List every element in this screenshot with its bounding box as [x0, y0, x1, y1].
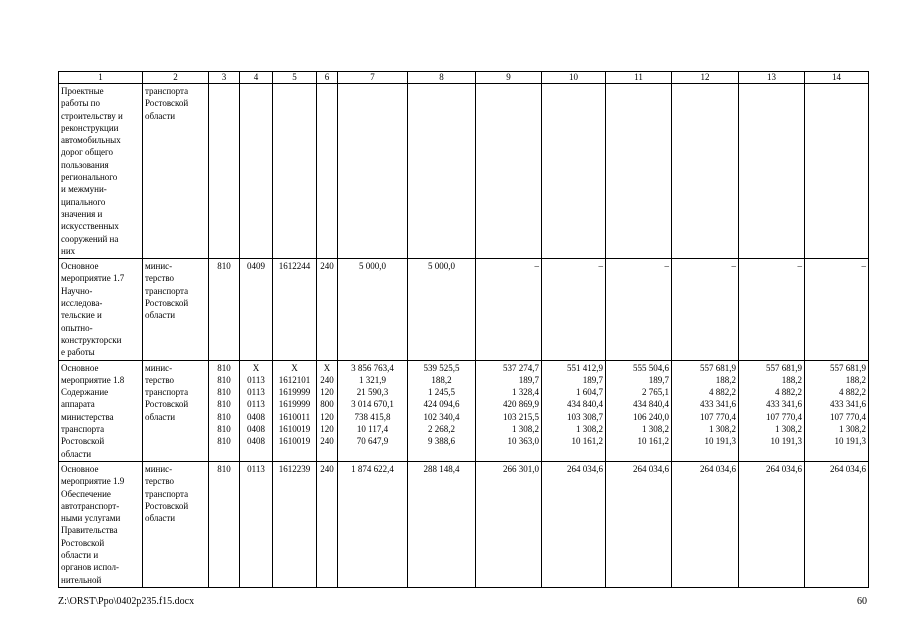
cell-line: 10 191,3 — [834, 436, 866, 447]
cell-line: ципального — [61, 196, 106, 207]
section-code-cell — [240, 84, 273, 259]
target-article-cell — [273, 259, 317, 360]
cell-line: Правительства — [61, 525, 118, 536]
header-cell: 4 — [240, 72, 273, 84]
cell-line: 264 034,6 — [567, 463, 603, 474]
cell-line: реконструкции — [61, 122, 119, 133]
header-cell: 5 — [273, 72, 317, 84]
cell-line: 1 308,2 — [775, 424, 802, 435]
cell-line: – — [731, 261, 736, 272]
year-amount-cell — [408, 84, 476, 259]
cell-line: 1619999 — [278, 399, 311, 410]
cell-line: 5 000,0 — [428, 261, 455, 272]
year-amount-cell — [672, 84, 739, 259]
header-cell: 8 — [408, 72, 476, 84]
cell-line: 120 — [320, 387, 334, 398]
cell-line: – — [598, 261, 603, 272]
cell-line: 188,2 — [845, 374, 866, 385]
cell-line: 5 000,0 — [359, 261, 386, 272]
cell-line: Содержание — [61, 387, 109, 398]
year-amount-cell — [542, 360, 606, 461]
activity-name-cell — [59, 360, 143, 461]
cell-line: 288 148,4 — [423, 463, 460, 474]
target-article-cell — [273, 360, 317, 461]
cell-line: ными услугами — [61, 513, 121, 524]
cell-line: 420 869,9 — [503, 399, 539, 410]
cell-line: 103 215,5 — [503, 411, 539, 422]
cell-line: области — [145, 411, 176, 422]
cell-line: 264 034,6 — [700, 463, 736, 474]
page-number: 60 — [857, 596, 867, 607]
year-amount-cell — [542, 259, 606, 360]
cell-line: 537 274,7 — [503, 362, 539, 373]
header-cell: 13 — [739, 72, 805, 84]
cell-line: 2 765,1 — [642, 387, 669, 398]
total-amount-cell — [338, 259, 408, 360]
cell-line: 10 117,4 — [356, 424, 389, 435]
cell-line: мероприятие 1.9 — [61, 476, 125, 487]
cell-line: минис- — [145, 362, 173, 373]
cell-line: 557 681,9 — [830, 362, 866, 373]
grbs-code-cell — [209, 84, 240, 259]
year-amount-cell — [408, 360, 476, 461]
cell-line: минис- — [145, 261, 173, 272]
cell-line: 810 — [217, 362, 231, 373]
header-cell: 6 — [317, 72, 338, 84]
cell-line: 3 014 670,1 — [351, 399, 394, 410]
table-body — [59, 84, 869, 588]
cell-line: 557 681,9 — [766, 362, 802, 373]
cell-line: дорог общего — [61, 147, 113, 158]
cell-line: 551 412,9 — [567, 362, 603, 373]
cell-line: Ростовской — [61, 537, 105, 548]
year-amount-cell — [805, 461, 869, 587]
cell-line: 1 308,2 — [709, 424, 736, 435]
cell-line: искусственных — [61, 221, 119, 232]
cell-line: 188,2 — [431, 374, 452, 385]
table-row — [59, 84, 869, 259]
cell-line: 810 — [217, 387, 231, 398]
cell-line: 0113 — [247, 463, 265, 474]
cell-line: 434 840,4 — [567, 399, 603, 410]
cell-line: 810 — [217, 436, 231, 447]
total-amount-cell — [338, 360, 408, 461]
cell-line: 434 840,4 — [633, 399, 669, 410]
cell-line: 264 034,6 — [633, 463, 669, 474]
cell-line: тельские и — [61, 310, 102, 321]
table-row — [59, 360, 869, 461]
cell-line: 189,7 — [518, 374, 539, 385]
cell-line: – — [861, 261, 866, 272]
cell-line: 102 340,4 — [423, 411, 460, 422]
cell-line: 10 161,2 — [637, 436, 669, 447]
cell-line: министерства — [61, 411, 114, 422]
cell-line: 0408 — [247, 424, 265, 435]
cell-line: 120 — [320, 411, 334, 422]
table-header-row — [59, 72, 869, 84]
header-cell: 1 — [59, 72, 143, 84]
cell-line: строительству и — [61, 110, 123, 121]
section-code-cell — [240, 461, 273, 587]
year-amount-cell — [805, 259, 869, 360]
table-row — [59, 259, 869, 360]
year-amount-cell — [606, 259, 672, 360]
year-amount-cell — [606, 461, 672, 587]
cell-line: автомобильных — [61, 135, 121, 146]
cell-line: области — [145, 513, 176, 524]
cell-line: 189,7 — [582, 374, 603, 385]
cell-line: 810 — [217, 261, 231, 272]
cell-line: 557 681,9 — [700, 362, 736, 373]
year-amount-cell — [542, 461, 606, 587]
cell-line: е работы — [61, 347, 95, 358]
activity-name-cell — [59, 84, 143, 259]
cell-line: 107 770,4 — [766, 411, 802, 422]
budget-table — [58, 71, 869, 588]
year-amount-cell — [739, 461, 805, 587]
cell-line: 1 308,2 — [576, 424, 603, 435]
cell-line: 3 856 763,4 — [351, 362, 394, 373]
cell-line: мероприятие 1.7 — [61, 273, 125, 284]
grbs-code-cell — [209, 259, 240, 360]
year-amount-cell — [739, 84, 805, 259]
cell-line: 9 388,6 — [428, 436, 455, 447]
cell-line: конструкторски — [61, 334, 122, 345]
expense-type-cell — [317, 84, 338, 259]
cell-line: Основное — [61, 463, 99, 474]
cell-line: 1 874 622,4 — [351, 463, 394, 474]
year-amount-cell — [476, 84, 542, 259]
cell-line: автотранспорт- — [61, 500, 120, 511]
cell-line: терство — [145, 273, 175, 284]
cell-line: Ростовской — [145, 298, 189, 309]
cell-line: 4 882,2 — [775, 387, 802, 398]
cell-line: 1 245,5 — [428, 387, 455, 398]
cell-line: 264 034,6 — [766, 463, 802, 474]
table-row — [59, 461, 869, 587]
executor-cell — [143, 461, 209, 587]
cell-line: регионального — [61, 172, 118, 183]
cell-line: органов испол- — [61, 562, 119, 573]
cell-line: 240 — [320, 261, 334, 272]
cell-line: – — [797, 261, 802, 272]
cell-line: транспорта — [145, 285, 189, 296]
year-amount-cell — [542, 84, 606, 259]
cell-line: 266 301,0 — [503, 463, 539, 474]
cell-line: 0113 — [247, 399, 265, 410]
cell-line: транспорта — [145, 387, 189, 398]
cell-line: Научно- — [61, 285, 93, 296]
document-page — [58, 71, 869, 588]
cell-line: 0113 — [247, 387, 265, 398]
cell-line: транспорта — [145, 488, 189, 499]
cell-line: и межмуни- — [61, 184, 107, 195]
header-cell: 3 — [209, 72, 240, 84]
header-cell: 11 — [606, 72, 672, 84]
cell-line: 189,7 — [648, 374, 669, 385]
total-amount-cell — [338, 461, 408, 587]
cell-line: 1612244 — [278, 261, 311, 272]
cell-line: 10 191,3 — [704, 436, 736, 447]
cell-line: Ростовской — [145, 399, 189, 410]
cell-line: нительной — [61, 574, 102, 585]
cell-line: пользования — [61, 159, 109, 170]
year-amount-cell — [606, 360, 672, 461]
activity-name-cell — [59, 461, 143, 587]
cell-line: 188,2 — [781, 374, 802, 385]
cell-line: 433 341,6 — [830, 399, 866, 410]
cell-line: 264 034,6 — [830, 463, 866, 474]
cell-line: области — [145, 110, 176, 121]
executor-cell — [143, 259, 209, 360]
cell-line: области — [61, 448, 92, 459]
cell-line: 810 — [217, 374, 231, 385]
cell-line: Х — [252, 362, 260, 373]
header-cell: 9 — [476, 72, 542, 84]
cell-line: 1 328,4 — [512, 387, 539, 398]
cell-line: Ростовской — [145, 98, 189, 109]
cell-line: терство — [145, 476, 175, 487]
cell-line: транспорта — [61, 424, 105, 435]
cell-line: Обеспечение — [61, 488, 111, 499]
cell-line: 433 341,6 — [766, 399, 802, 410]
cell-line: 240 — [320, 374, 334, 385]
year-amount-cell — [408, 461, 476, 587]
cell-line: 424 094,6 — [423, 399, 460, 410]
target-article-cell — [273, 461, 317, 587]
cell-line: 1 308,2 — [839, 424, 866, 435]
executor-cell — [143, 360, 209, 461]
cell-line: терство — [145, 374, 175, 385]
header-cell: 10 — [542, 72, 606, 84]
cell-line: 0409 — [247, 261, 265, 272]
header-cell: 2 — [143, 72, 209, 84]
year-amount-cell — [672, 360, 739, 461]
cell-line: мероприятие 1.8 — [61, 374, 125, 385]
cell-line: Х — [291, 362, 298, 373]
cell-line: Ростовской — [61, 436, 105, 447]
cell-line: 103 308,7 — [567, 411, 603, 422]
cell-line: Основное — [61, 261, 99, 272]
cell-line: 10 191,3 — [770, 436, 802, 447]
expense-type-cell — [317, 259, 338, 360]
cell-line: 810 — [217, 424, 231, 435]
cell-line: 4 882,2 — [709, 387, 736, 398]
cell-line: Ростовской — [145, 500, 189, 511]
cell-line: 1612101 — [278, 374, 311, 385]
cell-line: 120 — [320, 424, 334, 435]
cell-line: работы по — [61, 98, 101, 109]
cell-line: 0408 — [247, 436, 265, 447]
cell-line: – — [534, 261, 539, 272]
cell-line: 106 240,0 — [633, 411, 669, 422]
cell-line: 2 268,2 — [428, 424, 455, 435]
cell-line: 240 — [320, 463, 334, 474]
section-code-cell — [240, 259, 273, 360]
cell-line: 1612239 — [278, 463, 311, 474]
year-amount-cell — [408, 259, 476, 360]
cell-line: 107 770,4 — [830, 411, 866, 422]
file-path: Z:\ORST\Ppo\0402p235.f15.docx — [58, 596, 195, 607]
cell-line: области и — [61, 549, 99, 560]
cell-line: сооружений на — [61, 233, 119, 244]
year-amount-cell — [739, 360, 805, 461]
cell-line: транспорта — [145, 86, 189, 96]
activity-name-cell — [59, 259, 143, 360]
cell-line: 4 882,2 — [839, 387, 866, 398]
cell-line: 107 770,4 — [700, 411, 736, 422]
cell-line: 738 415,8 — [354, 411, 391, 422]
expense-type-cell — [317, 360, 338, 461]
year-amount-cell — [672, 461, 739, 587]
cell-line: 10 363,0 — [507, 436, 539, 447]
cell-line: 810 — [217, 463, 231, 474]
cell-line: 1 308,2 — [512, 424, 539, 435]
total-amount-cell — [338, 84, 408, 259]
cell-line: 1610019 — [278, 424, 311, 435]
cell-line: 1 321,9 — [359, 374, 386, 385]
year-amount-cell — [739, 259, 805, 360]
cell-line: 433 341,6 — [700, 399, 736, 410]
cell-line: 1 604,7 — [576, 387, 603, 398]
cell-line: области — [145, 310, 176, 321]
executor-cell — [143, 84, 209, 259]
expense-type-cell — [317, 461, 338, 587]
cell-line: 800 — [320, 399, 334, 410]
year-amount-cell — [476, 259, 542, 360]
cell-line: 810 — [217, 411, 231, 422]
grbs-code-cell — [209, 461, 240, 587]
cell-line: 555 504,6 — [633, 362, 669, 373]
year-amount-cell — [476, 461, 542, 587]
cell-line: – — [664, 261, 669, 272]
cell-line: 1610019 — [278, 436, 311, 447]
cell-line: 10 161,2 — [571, 436, 603, 447]
grbs-code-cell — [209, 360, 240, 461]
year-amount-cell — [805, 360, 869, 461]
cell-line: 0113 — [247, 374, 265, 385]
cell-line: 1 308,2 — [642, 424, 669, 435]
cell-line: 21 590,3 — [356, 387, 389, 398]
cell-line: них — [61, 245, 76, 256]
cell-line: Основное — [61, 362, 99, 373]
target-article-cell — [273, 84, 317, 259]
year-amount-cell — [805, 84, 869, 259]
section-code-cell — [240, 360, 273, 461]
cell-line: минис- — [145, 463, 173, 474]
year-amount-cell — [672, 259, 739, 360]
cell-line: значения и — [61, 208, 103, 219]
header-cell: 12 — [672, 72, 739, 84]
cell-line: 70 647,9 — [356, 436, 389, 447]
header-cell: 7 — [338, 72, 408, 84]
cell-line: опытно- — [61, 322, 93, 333]
cell-line: 539 525,5 — [423, 362, 460, 373]
cell-line: Х — [323, 362, 331, 373]
cell-line: 188,2 — [715, 374, 736, 385]
cell-line: 810 — [217, 399, 231, 410]
cell-line: 240 — [320, 436, 334, 447]
cell-line: аппарата — [61, 399, 95, 410]
header-cell: 14 — [805, 72, 869, 84]
cell-line: 1619999 — [278, 387, 311, 398]
cell-line: 0408 — [247, 411, 265, 422]
cell-line: Проектные — [61, 86, 104, 96]
year-amount-cell — [476, 360, 542, 461]
cell-line: 1610011 — [278, 411, 311, 422]
year-amount-cell — [606, 84, 672, 259]
cell-line: исследова- — [61, 298, 103, 309]
